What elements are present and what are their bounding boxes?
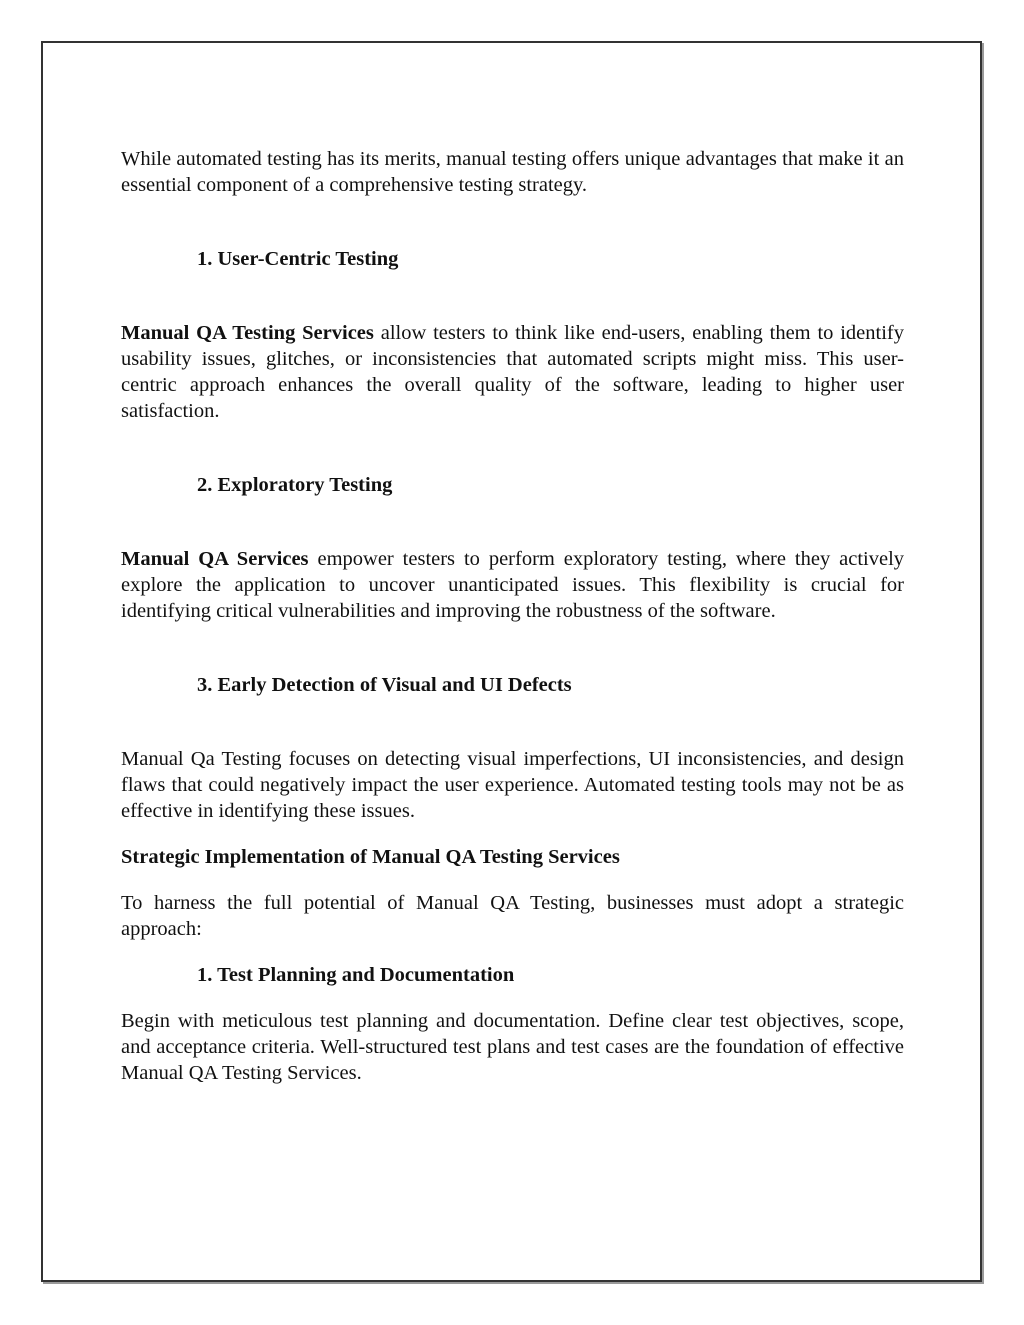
spacer xyxy=(121,988,904,1008)
exploratory-body: empower testers to perform exploratory testing, where they actively explore the application to uncover unanticipated issues. This flexibility is crucial for identifying critical vulnerabilities and improving the robustness of the software. xyxy=(121,548,905,622)
spacer xyxy=(121,198,904,246)
document-body xyxy=(121,146,904,1086)
spacer xyxy=(121,942,904,962)
user-centric-paragraph xyxy=(121,320,904,424)
user-centric-lead: Manual QA Testing Services xyxy=(121,322,374,344)
visual-ui-paragraph: Manual Qa Testing focuses on detecting visual imperfections, UI inconsistencies, and design flaws that could negatively impact the user experience. Automated testing tools may not be as effective in identifying these issues. xyxy=(121,748,904,822)
section-heading-exploratory: 2. Exploratory Testing xyxy=(197,474,393,496)
spacer xyxy=(121,498,904,546)
exploratory-lead: Manual QA Services xyxy=(121,548,309,570)
strategic-heading: Strategic Implementation of Manual QA Testing Services xyxy=(121,846,620,868)
spacer xyxy=(121,272,904,320)
spacer xyxy=(121,698,904,746)
section-heading-user-centric: 1. User-Centric Testing xyxy=(197,248,399,270)
exploratory-paragraph xyxy=(121,546,904,624)
strategic-intro-paragraph: To harness the full potential of Manual QA Testing, businesses must adopt a strategic approach: xyxy=(121,892,904,940)
section-heading-test-planning: 1. Test Planning and Documentation xyxy=(197,964,515,986)
spacer xyxy=(121,424,904,472)
test-planning-paragraph: Begin with meticulous test planning and documentation. Define clear test objectives, scope, and acceptance criteria. Well-structured test plans and test cases are the foundation of effective Manual QA Testing Services. xyxy=(121,1010,904,1084)
spacer xyxy=(121,824,904,844)
user-centric-body: allow testers to think like end-users, enabling them to identify usability issues, glitches, or inconsistencies that automated scripts might miss. This user-centric approach enhances the overall quality of the software, leading to higher user satisfaction. xyxy=(121,322,905,422)
spacer xyxy=(121,624,904,672)
spacer xyxy=(121,870,904,890)
intro-paragraph: While automated testing has its merits, manual testing offers unique advantages that make it an essential component of a comprehensive testing strategy. xyxy=(121,148,904,196)
section-heading-visual-ui: 3. Early Detection of Visual and UI Defects xyxy=(197,674,572,696)
